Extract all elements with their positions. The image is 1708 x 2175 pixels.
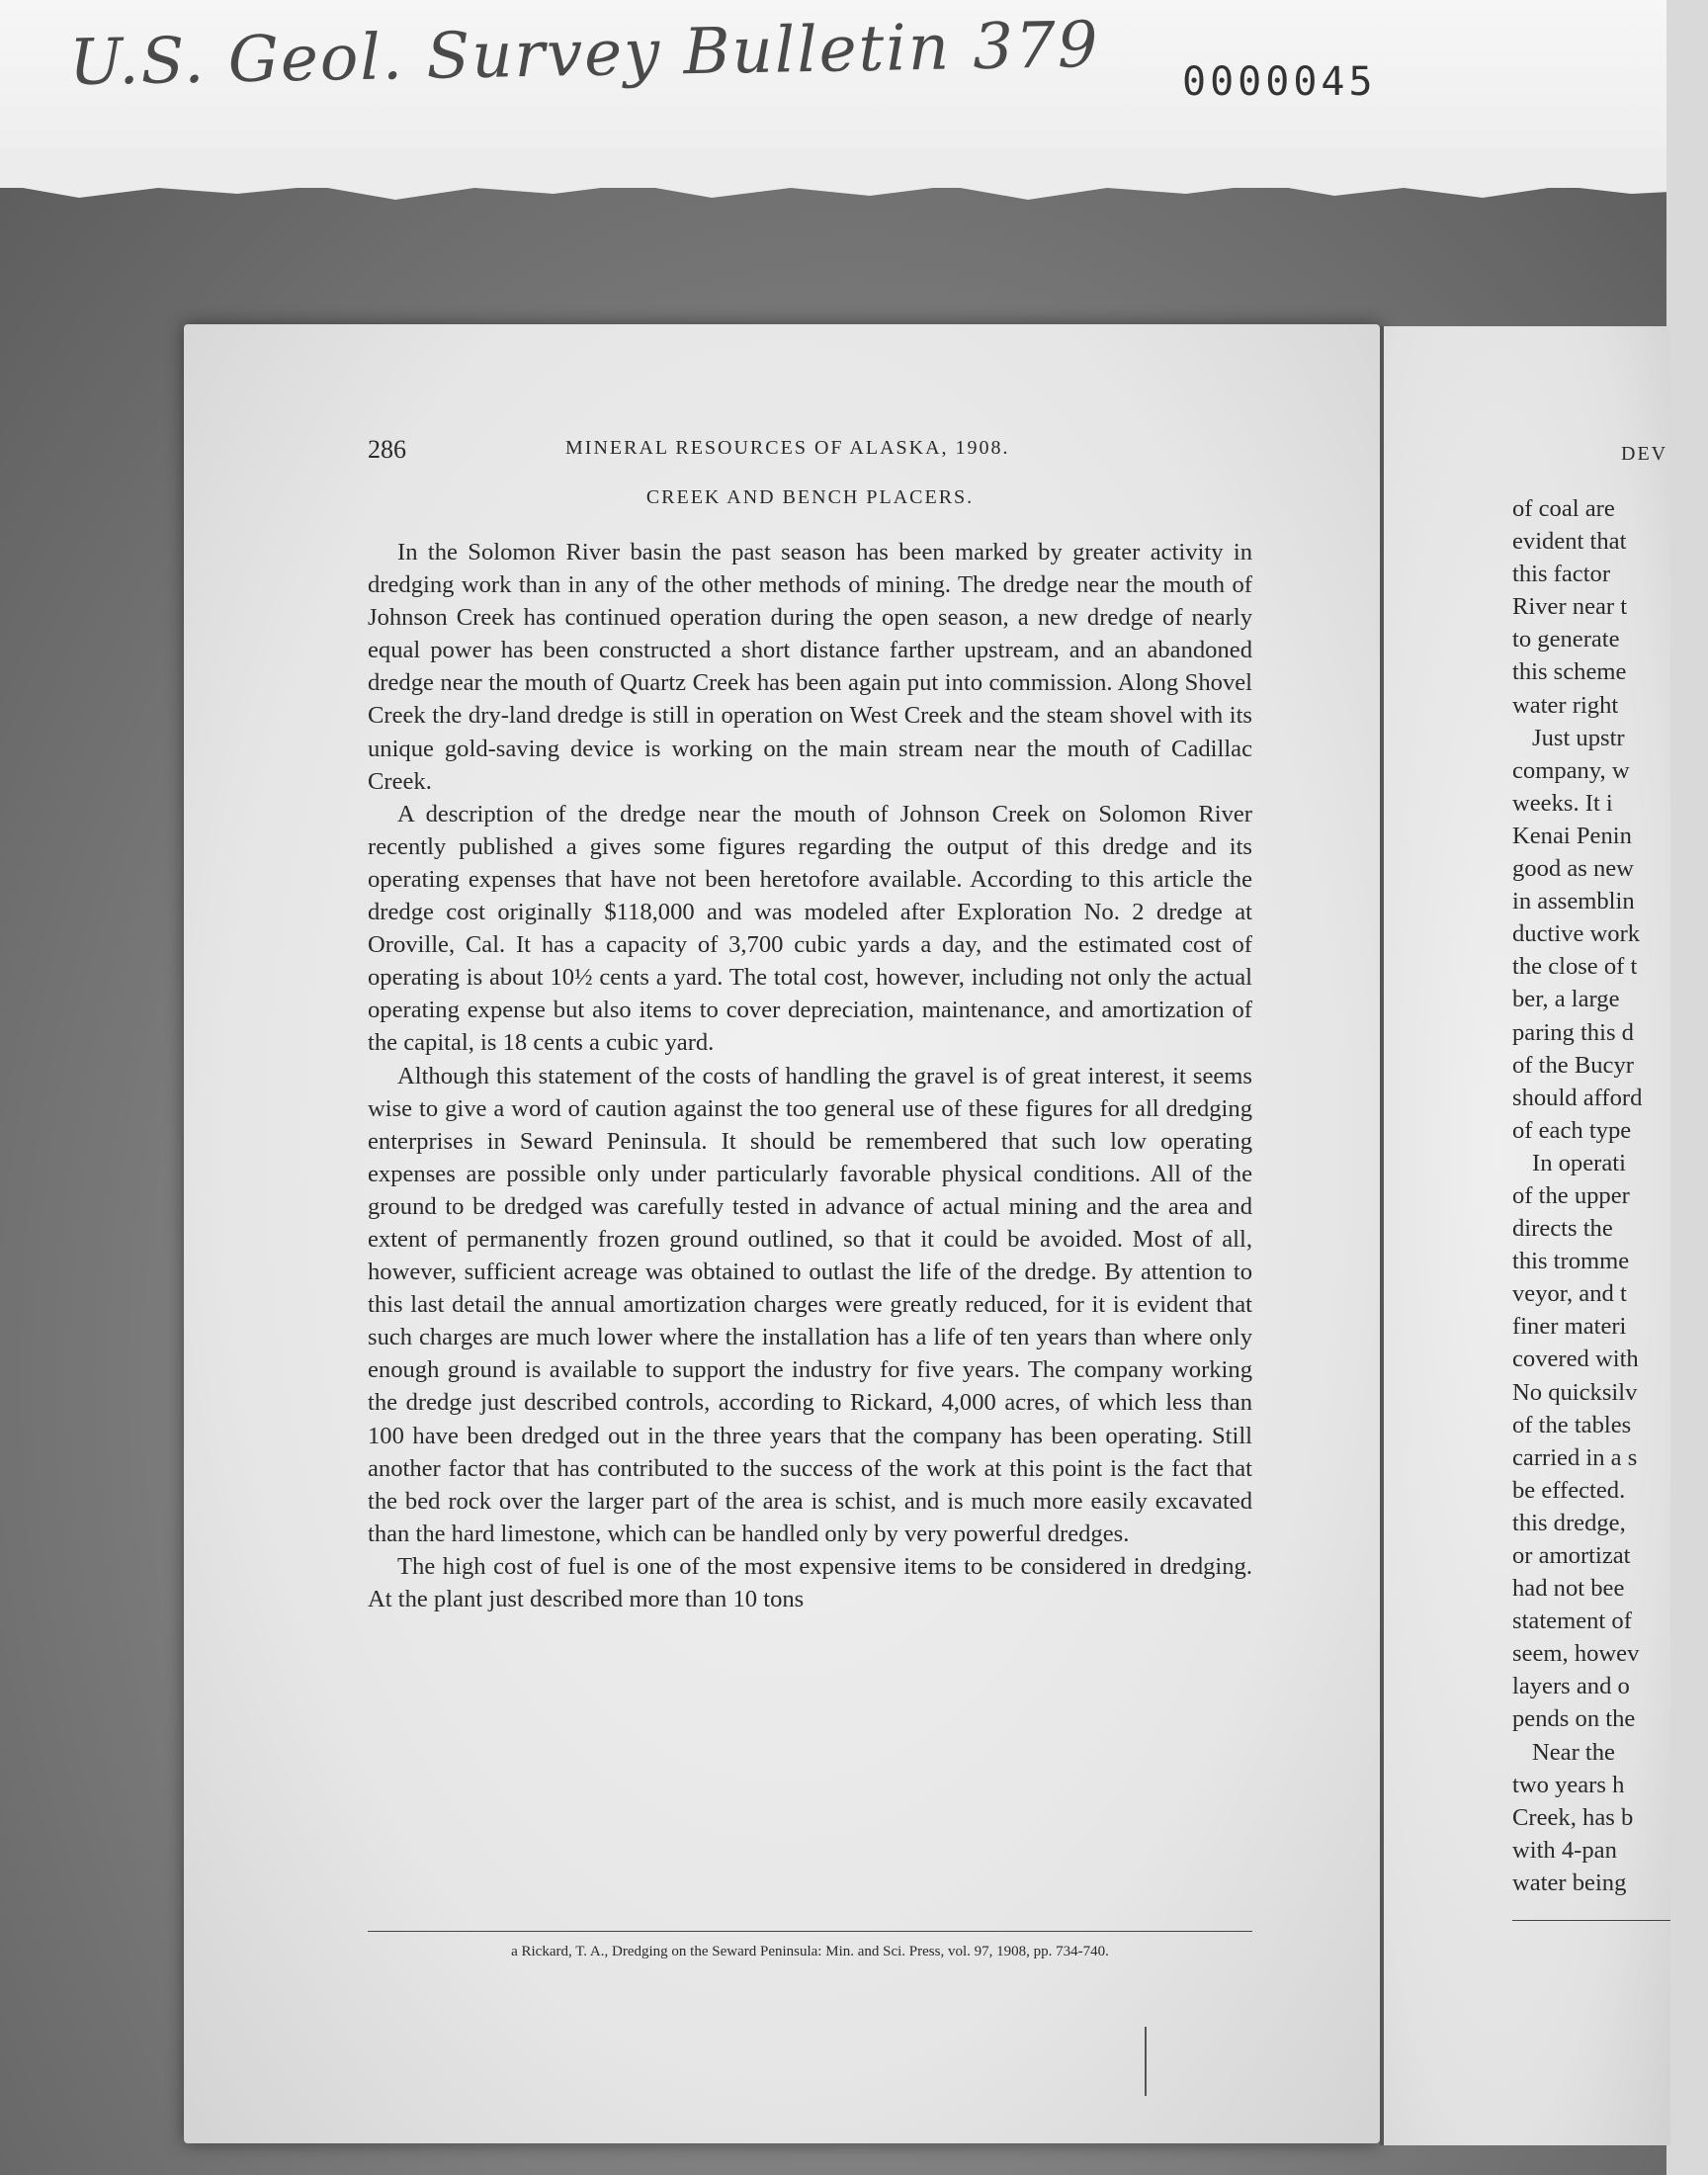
text-line: Creek, has b (1512, 1803, 1634, 1831)
text-line: this scheme (1512, 658, 1627, 686)
text-line: Just upstr (1532, 724, 1625, 751)
text-line: Near the (1532, 1738, 1615, 1766)
page-header (368, 435, 1252, 465)
text-line: evident that (1512, 528, 1627, 556)
footnote-rule (368, 1931, 1252, 1932)
text-line: in assemblin (1512, 888, 1635, 915)
text-line: two years h (1512, 1771, 1625, 1798)
running-head: MINERAL RESOURCES OF ALASKA, 1908. (565, 437, 1010, 459)
text-line: water right (1512, 691, 1619, 719)
text-line: covered with (1512, 1346, 1639, 1373)
text-line: of the Bucyr (1512, 1051, 1634, 1079)
text-line: weeks. It i (1512, 789, 1613, 817)
text-line: paring this d (1512, 1018, 1634, 1046)
section-heading: CREEK AND BENCH PLACERS. (645, 486, 975, 508)
text-line: had not bee (1512, 1575, 1625, 1603)
text-line: with 4-pan (1512, 1836, 1617, 1864)
text-line: this factor (1512, 561, 1611, 588)
text-line: layers and o (1512, 1673, 1630, 1700)
footnote: a Rickard, T. A., Dredging on the Seward Peninsula: Min. and Sci. Press, vol. 97, 1908, pp. 734-740. (511, 1944, 1109, 1959)
text-line: of the upper (1512, 1181, 1630, 1209)
right-page-text (1512, 492, 1670, 1899)
text-line: finer materi (1512, 1313, 1627, 1341)
text-line: ber, a large (1512, 986, 1620, 1013)
text-line: Kenai Penin (1512, 822, 1632, 849)
text-line: veyor, and t (1512, 1280, 1627, 1308)
text-line: be effected. (1512, 1476, 1626, 1504)
text-line: of the tables (1512, 1411, 1632, 1438)
text-line: carried in a s (1512, 1443, 1638, 1471)
book-page-right (1380, 326, 1670, 2145)
text-line: directs the (1512, 1215, 1613, 1243)
page-number: 286 (368, 435, 406, 464)
text-line: of each type (1512, 1116, 1632, 1144)
text-line: River near t (1512, 593, 1628, 621)
text-line: No quicksilv (1512, 1378, 1638, 1406)
paragraph: A description of the dredge near the mouth of Johnson Creek on Solomon River recently published a gives some figures regarding the output of this dredge and its operating expenses that have not been heretofore available. According to this article the dredge cost originally $118,000 and was modeled after Exploration No. 2 dredge at Oroville, Cal. It has a capacity of 3,700 cubic yards a day, and the estimated cost of operating is about 10½ cents a yard. The total cost, however, including not only the actual operating expense but also items to cover depreciation, maintenance, and amortization of the capital, is 18 cents a cubic yard. (368, 800, 1252, 1057)
handwritten-label: U.S. Geol. Survey Bulletin 379 (68, 8, 1101, 101)
text-line: pends on the (1512, 1705, 1636, 1733)
text-line: statement of (1512, 1608, 1632, 1635)
text-line: to generate (1512, 626, 1620, 653)
torn-paper-edge (0, 148, 1708, 208)
text-line: should afford (1512, 1084, 1643, 1111)
text-line: of coal are (1512, 495, 1615, 522)
right-footnote-rule (1512, 1920, 1670, 1921)
text-line: this dredge, (1512, 1509, 1626, 1536)
scan-mark (1145, 2027, 1147, 2096)
text-line: ductive work (1512, 920, 1641, 948)
paragraph: Although this statement of the costs of handling the gravel is of great interest, it seems wise to give a word of caution against the too general use of these figures for all dredging enterprises in Seward Peninsula. It should be remembered that such low operating expenses are possible only under particularly favorable physical conditions. All of the ground to be dredged was carefully tested in advance of actual mining and the area and extent of permanently frozen ground outlined, so that it could be avoided. Most of all, however, sufficient acreage was obtained to outlast the life of the dredge. By attention to this last detail the annual amortization charges were greatly reduced, for it is evident that such charges are much lower where the installation has a life of ten years than where only enough ground is available to support the industry for five years. The company working the dredge just described controls, according to Rickard, 4,000 acres, of which less than 100 have been dredged out in the three years that the company has been operating. Still another factor that has contributed to the success of the work at this point is the fact that the bed rock over the larger part of the area is schist, and is much more easily excavated than the hard limestone, which can be handled only by very powerful dredges. (368, 1062, 1252, 1547)
body-text (368, 536, 1252, 1615)
text-line: the close of t (1512, 953, 1638, 981)
text-line: company, w (1512, 756, 1630, 784)
text-line: or amortizat (1512, 1542, 1631, 1569)
paragraph: In the Solomon River basin the past season has been marked by greater activity in dredging work than in any of the other methods of mining. The dredge near the mouth of Johnson Creek has continued operation during the open season, a new dredge of nearly equal power has been constructed a short distance farther upstream, and an abandoned dredge near the mouth of Quartz Creek has been again put into commission. Along Shovel Creek the dry-land dredge is still in operation on West Creek and the steam shovel with its unique gold-saving device is working on the main stream near the mouth of Cadillac Creek. (368, 539, 1252, 795)
text-line: good as new (1512, 855, 1634, 883)
text-line: seem, howev (1512, 1640, 1640, 1668)
text-line: this tromme (1512, 1248, 1630, 1275)
text-line: In operati (1532, 1149, 1626, 1176)
text-line: water being (1512, 1869, 1627, 1896)
stamp-number: 0000045 (1182, 59, 1377, 105)
paragraph: The high cost of fuel is one of the most expensive items to be considered in dredging. At the plant just described more than 10 tons (368, 1552, 1252, 1612)
right-running-head: DEV (1621, 443, 1668, 465)
scan-right-margin (1666, 0, 1708, 2175)
